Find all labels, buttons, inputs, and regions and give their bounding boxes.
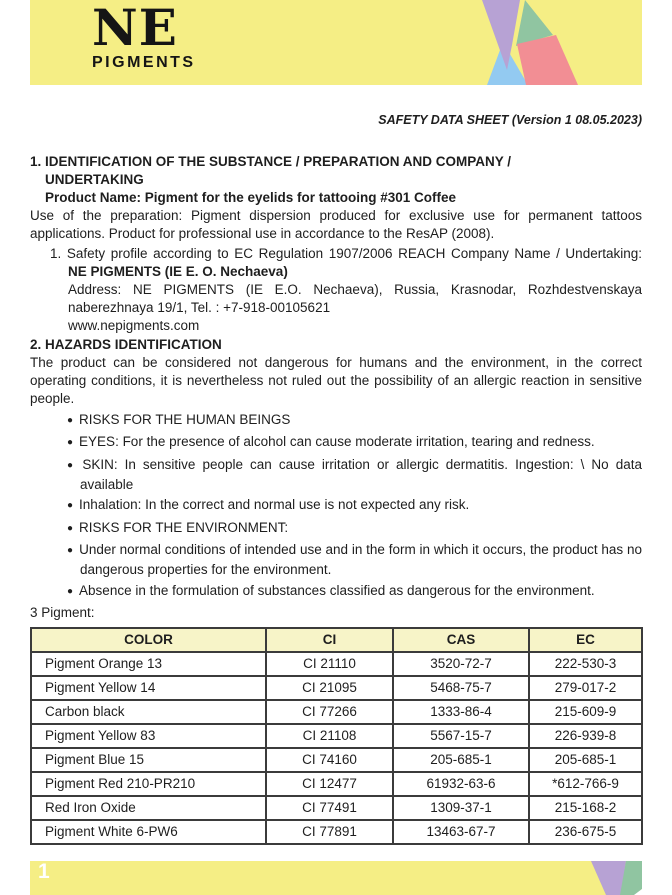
- website-link[interactable]: www.nepigments.com: [68, 318, 200, 333]
- pigments-table: [30, 627, 643, 845]
- list-number: 1.: [50, 246, 62, 261]
- document-body: [30, 153, 642, 845]
- cell-ec: 222-530-3: [529, 652, 642, 676]
- cell-ec: 205-685-1: [529, 748, 642, 772]
- cell-ec: *612-766-9: [529, 772, 642, 796]
- safety-profile-text: Safety profile according to EC Regulation 1907/2006 REACH Company Name / Undertaking:: [66, 246, 642, 261]
- bullet-text: Inhalation: In the correct and normal use is not expected any risk.: [79, 497, 470, 512]
- hazard-bullet: [30, 519, 642, 539]
- use-of-preparation-paragraph: Use of the preparation: Pigment dispersion produced for exclusive use for permanent tattoos applications. Product for professional use in accordance to the ResAP (2008).: [30, 208, 642, 241]
- hazards-intro-paragraph: The product can be considered not dangerous for humans and the environment, in the correct operating conditions, it is nevertheless not ruled out the possibility of an allergic reaction in sensitive people.: [30, 355, 642, 406]
- table-row: [31, 676, 642, 700]
- footer-decoration-graphic: [30, 861, 642, 895]
- product-name: Product Name: Pigment for the eyelids for tattooing #301 Coffee: [45, 190, 457, 205]
- hazard-bullet: [30, 456, 642, 494]
- company-address: Address: NE PIGMENTS (IE E.O. Nechaeva), Russia, Krasnodar, Rozhdestvenskaya naberezhnaya 19/1, Tel. : +7-918-00105621: [68, 282, 642, 315]
- section1-heading-line2: UNDERTAKING: [45, 172, 144, 187]
- cell-cas: 1333-86-4: [393, 700, 529, 724]
- company-logo: [92, 0, 196, 72]
- cell-ec: 226-939-8: [529, 724, 642, 748]
- company-name-bold: NE PIGMENTS (IE E. O. Nechaeva): [68, 264, 288, 279]
- cell-ci: CI 12477: [266, 772, 393, 796]
- cell-ec: 215-168-2: [529, 796, 642, 820]
- section2-heading: 2. HAZARDS IDENTIFICATION: [30, 337, 222, 352]
- cell-ci: CI 21095: [266, 676, 393, 700]
- logo-text-ne: NE: [92, 0, 178, 57]
- page-number: 1: [38, 861, 50, 883]
- cell-ci: CI 77266: [266, 700, 393, 724]
- safety-profile-item: [30, 245, 642, 281]
- table-row: [31, 772, 642, 796]
- table-row: [31, 796, 642, 820]
- bullet-text: Absence in the formulation of substances classified as dangerous for the environment.: [79, 582, 595, 598]
- cell-cas: 5567-15-7: [393, 724, 529, 748]
- header-band: [30, 0, 642, 85]
- cell-ci: CI 77891: [266, 820, 393, 844]
- bullet-icon: ●: [67, 414, 74, 426]
- table-header-row: [31, 628, 642, 652]
- cell-ci: CI 74160: [266, 748, 393, 772]
- cell-ci: CI 21110: [266, 652, 393, 676]
- column-header-color: COLOR: [31, 628, 266, 652]
- hazard-bullet: [30, 411, 642, 431]
- cell-color: Pigment Yellow 14: [31, 676, 266, 700]
- bullet-icon: ●: [67, 459, 77, 471]
- table-row: [31, 748, 642, 772]
- hazard-bullet: [30, 582, 642, 602]
- cell-color: Red Iron Oxide: [31, 796, 266, 820]
- section1-heading-line1: 1. IDENTIFICATION OF THE SUBSTANCE / PREPARATION AND COMPANY /: [30, 154, 512, 169]
- cell-cas: 61932-63-6: [393, 772, 529, 796]
- table-row: [31, 724, 642, 748]
- bullet-icon: ●: [67, 500, 74, 511]
- bullet-text: RISKS FOR THE ENVIRONMENT:: [79, 519, 289, 535]
- cell-color: Pigment White 6-PW6: [31, 820, 266, 844]
- cell-cas: 205-685-1: [393, 748, 529, 772]
- cell-ci: CI 77491: [266, 796, 393, 820]
- cell-color: Pigment Orange 13: [31, 652, 266, 676]
- table-row: [31, 820, 642, 844]
- table-row: [31, 652, 642, 676]
- cell-ec: 279-017-2: [529, 676, 642, 700]
- bullet-icon: ●: [67, 437, 74, 448]
- bullet-icon: ●: [67, 585, 74, 597]
- cell-color: Pigment Red 210-PR210: [31, 772, 266, 796]
- cell-ec: 215-609-9: [529, 700, 642, 724]
- bullet-text: RISKS FOR THE HUMAN BEINGS: [79, 411, 291, 427]
- column-header-ec: EC: [529, 628, 642, 652]
- bullet-text: EYES: For the presence of alcohol can cause moderate irritation, tearing and redness.: [79, 434, 595, 449]
- cell-cas: 13463-67-7: [393, 820, 529, 844]
- cell-color: Pigment Yellow 83: [31, 724, 266, 748]
- logo-text-pigments: PIGMENTS: [92, 54, 196, 71]
- column-header-ci: CI: [266, 628, 393, 652]
- bullet-text: SKIN: In sensitive people can cause irritation or allergic dermatitis. Ingestion: \ No data available: [80, 456, 642, 492]
- cell-cas: 1309-37-1: [393, 796, 529, 820]
- cell-color: Pigment Blue 15: [31, 748, 266, 772]
- footer-band: [30, 861, 642, 895]
- pigments-label: 3 Pigment:: [30, 605, 95, 620]
- document-title: SAFETY DATA SHEET (Version 1 08.05.2023): [378, 113, 642, 127]
- hazard-bullet: [30, 433, 642, 453]
- hazard-bullet: [30, 496, 642, 516]
- column-header-cas: CAS: [393, 628, 529, 652]
- table-row: [31, 700, 642, 724]
- bullet-icon: ●: [67, 522, 74, 534]
- cell-ci: CI 21108: [266, 724, 393, 748]
- cell-ec: 236-675-5: [529, 820, 642, 844]
- cell-cas: 5468-75-7: [393, 676, 529, 700]
- cell-cas: 3520-72-7: [393, 652, 529, 676]
- hazard-bullet: [30, 541, 642, 579]
- bullet-text: Under normal conditions of intended use and in the form in which it occurs, the product has no dangerous properties for the environment.: [79, 542, 642, 577]
- bullet-icon: ●: [67, 545, 74, 556]
- cell-color: Carbon black: [31, 700, 266, 724]
